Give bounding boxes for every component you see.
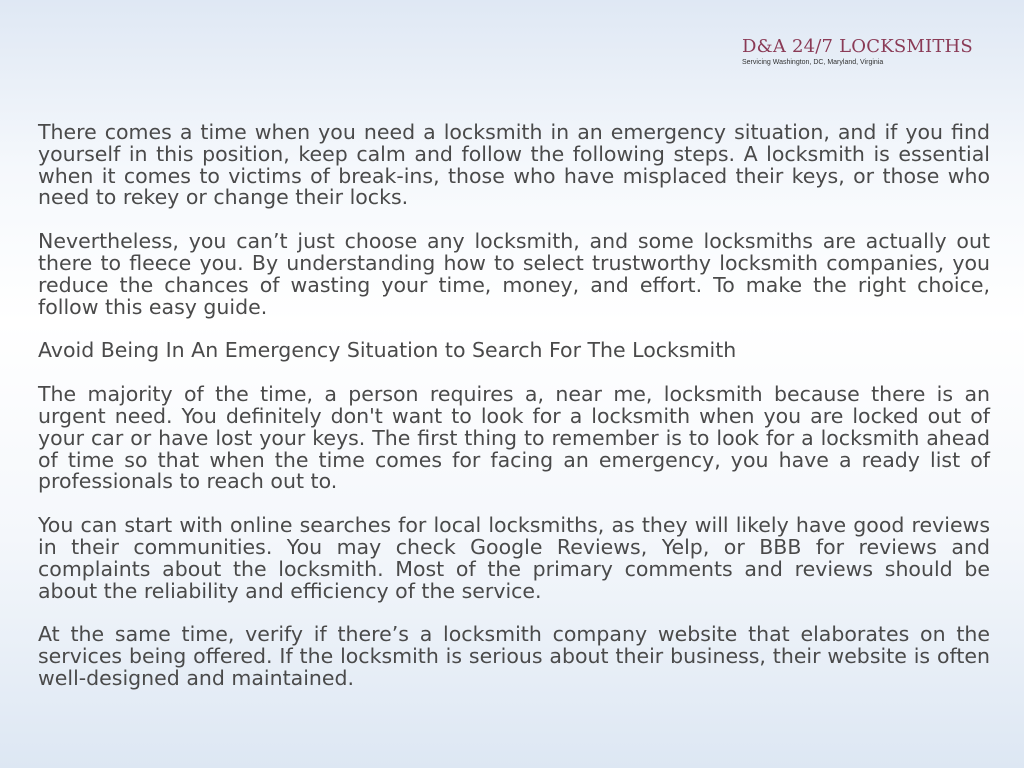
paragraph-warning: Nevertheless, you can’t just choose any locksmith, and some locksmiths are actually out there to fleece you. By understanding how to select trustworthy locksmith companies, you reduce the chances of wasting your time, money, and effort. To make the right choice, follow this easy guide. <box>38 229 990 319</box>
logo-title: D&A 24/7 LOCKSMITHS <box>742 36 973 57</box>
logo-subtitle: Servicing Washington, DC, Maryland, Virginia <box>742 59 884 66</box>
paragraph-website: At the same time, verify if there’s a locksmith company website that elaborates on the services being offered. If the locksmith is serious about their business, their website is often well-designed and maintained. <box>38 622 990 690</box>
company-logo <box>742 36 1002 66</box>
paragraph-intro: There comes a time when you need a locksmith in an emergency situation, and if you find yourself in this position, keep calm and follow the following steps. A locksmith is essential when it comes to victims of break-ins, those who have misplaced their keys, or those who need to rekey or change their locks. <box>38 120 990 210</box>
paragraph-urgent-need: The majority of the time, a person requires a, near me, locksmith because there is an urgent need. You definitely don't want to look for a locksmith when you are locked out of your car or have lost your keys. The first thing to remember is to look for a locksmith ahead of time so that when the time comes for facing an emergency, you have a ready list of professionals to reach out to. <box>38 382 990 494</box>
section-heading: Avoid Being In An Emergency Situation to Search For The Locksmith <box>38 338 737 363</box>
article-body <box>38 122 990 712</box>
paragraph-online-search: You can start with online searches for local locksmiths, as they will likely have good reviews in their communities. You may check Google Reviews, Yelp, or BBB for reviews and complaints about the locksmith. Most of the primary comments and reviews should be about the reliability and efficiency of the service. <box>38 513 990 603</box>
